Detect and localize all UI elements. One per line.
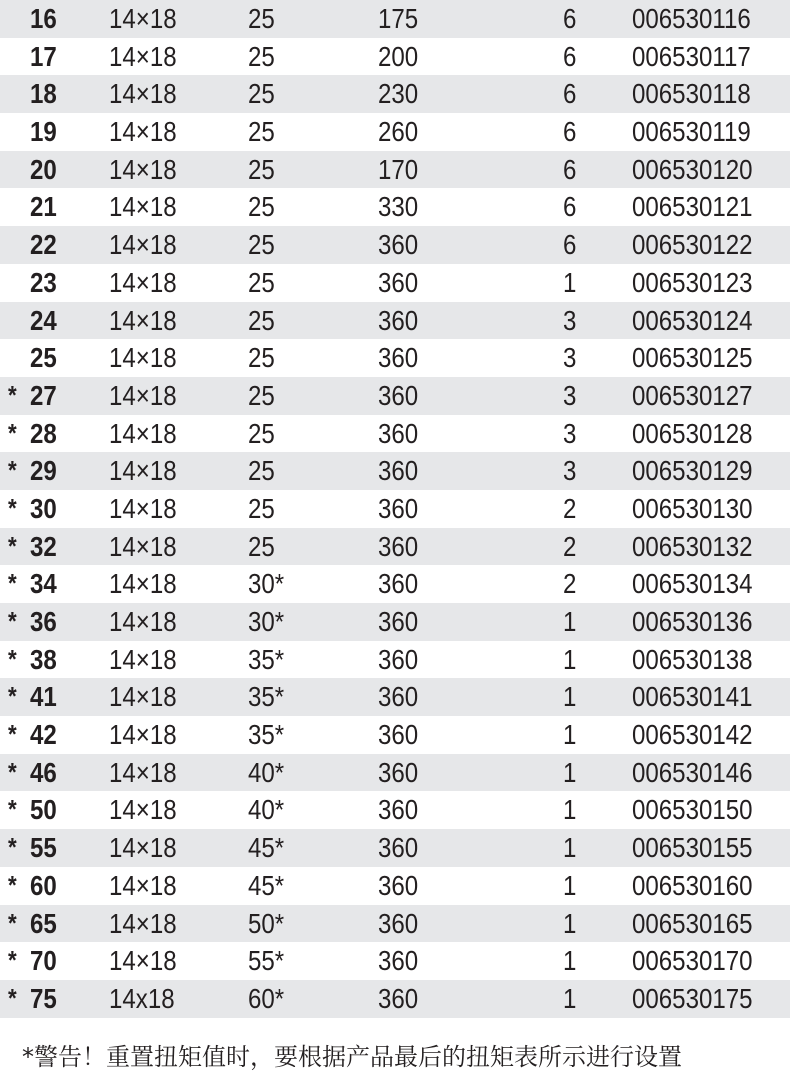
length-cell: 360 bbox=[378, 266, 419, 298]
article-code-cell: 006530117 bbox=[632, 40, 751, 72]
size-cell: 19 bbox=[30, 116, 57, 148]
torque-warning-note: *警告！重置扭矩值时，要根据产品最后的扭矩表所示进行设置 bbox=[22, 1043, 682, 1071]
torque-cell: 25 bbox=[248, 191, 275, 223]
torque-cell: 25 bbox=[248, 116, 275, 148]
torque-cell: 55* bbox=[248, 945, 285, 977]
torque-cell: 25 bbox=[248, 3, 275, 34]
torque-cell: 25 bbox=[248, 40, 275, 72]
table-row bbox=[0, 603, 790, 641]
article-code-cell: 006530160 bbox=[632, 869, 753, 901]
row-marker-asterisk: * bbox=[8, 907, 17, 938]
quantity-cell: 2 bbox=[563, 530, 577, 562]
drive-cell: 14×18 bbox=[109, 304, 177, 336]
row-marker-asterisk: * bbox=[8, 719, 17, 750]
quantity-cell: 1 bbox=[563, 832, 577, 864]
table-row bbox=[0, 490, 790, 528]
quantity-cell: 6 bbox=[563, 78, 577, 110]
length-cell: 360 bbox=[378, 681, 419, 713]
table-row bbox=[0, 188, 790, 226]
length-cell: 230 bbox=[378, 78, 419, 110]
row-marker-asterisk: * bbox=[8, 379, 17, 410]
row-marker-asterisk bbox=[8, 113, 25, 151]
length-cell: 360 bbox=[378, 982, 419, 1014]
length-cell: 360 bbox=[378, 304, 419, 336]
table-row bbox=[0, 0, 790, 38]
row-marker-asterisk: * bbox=[8, 756, 17, 787]
table-row bbox=[0, 980, 790, 1018]
table-row bbox=[0, 942, 790, 980]
drive-cell: 14×18 bbox=[109, 643, 177, 675]
torque-cell: 25 bbox=[248, 266, 275, 298]
size-cell: 28 bbox=[30, 417, 57, 449]
row-marker-asterisk: * bbox=[8, 794, 17, 825]
length-cell: 360 bbox=[378, 643, 419, 675]
torque-cell: 45* bbox=[248, 832, 285, 864]
torque-cell: 25 bbox=[248, 342, 275, 374]
row-marker-asterisk: * bbox=[8, 832, 17, 863]
row-marker-asterisk bbox=[8, 339, 25, 377]
drive-cell: 14×18 bbox=[109, 794, 177, 826]
torque-cell: 40* bbox=[248, 756, 285, 788]
table-row bbox=[0, 754, 790, 792]
length-cell: 360 bbox=[378, 379, 419, 411]
drive-cell: 14x18 bbox=[109, 982, 175, 1014]
table-row bbox=[0, 528, 790, 566]
row-marker-asterisk bbox=[8, 0, 25, 38]
drive-cell: 14×18 bbox=[109, 40, 177, 72]
length-cell: 360 bbox=[378, 229, 419, 261]
drive-cell: 14×18 bbox=[109, 78, 177, 110]
quantity-cell: 3 bbox=[563, 379, 577, 411]
size-cell: 27 bbox=[30, 379, 57, 411]
row-marker-asterisk: * bbox=[8, 869, 17, 900]
length-cell: 170 bbox=[378, 153, 419, 185]
quantity-cell: 1 bbox=[563, 719, 577, 751]
length-cell: 360 bbox=[378, 455, 419, 487]
quantity-cell: 1 bbox=[563, 606, 577, 637]
size-cell: 18 bbox=[30, 78, 57, 110]
row-marker-asterisk: * bbox=[8, 417, 17, 448]
row-marker-asterisk bbox=[8, 75, 25, 113]
article-code-cell: 006530155 bbox=[632, 832, 753, 864]
article-code-cell: 006530138 bbox=[632, 643, 753, 675]
table-row bbox=[0, 113, 790, 151]
torque-cell: 45* bbox=[248, 869, 285, 901]
torque-cell: 25 bbox=[248, 455, 275, 487]
size-cell: 38 bbox=[30, 643, 57, 675]
article-code-cell: 006530127 bbox=[632, 379, 753, 411]
article-code-cell: 006530120 bbox=[632, 153, 753, 185]
table-row bbox=[0, 415, 790, 453]
length-cell: 360 bbox=[378, 492, 419, 524]
table-row bbox=[0, 678, 790, 716]
row-marker-asterisk: * bbox=[8, 455, 17, 486]
quantity-cell: 1 bbox=[563, 982, 577, 1014]
length-cell: 200 bbox=[378, 40, 419, 72]
torque-cell: 25 bbox=[248, 492, 275, 524]
row-marker-asterisk bbox=[8, 151, 25, 189]
length-cell: 175 bbox=[378, 3, 419, 34]
table-row bbox=[0, 716, 790, 754]
drive-cell: 14×18 bbox=[109, 606, 177, 637]
quantity-cell: 1 bbox=[563, 756, 577, 788]
table-row bbox=[0, 829, 790, 867]
row-marker-asterisk: * bbox=[8, 945, 17, 976]
row-marker-asterisk: * bbox=[8, 530, 17, 561]
torque-cell: 30* bbox=[248, 606, 285, 637]
torque-cell: 25 bbox=[248, 530, 275, 562]
table-row bbox=[0, 452, 790, 490]
article-code-cell: 006530134 bbox=[632, 568, 753, 600]
size-cell: 42 bbox=[30, 719, 57, 751]
size-cell: 30 bbox=[30, 492, 57, 524]
row-marker-asterisk bbox=[8, 188, 25, 226]
table-row bbox=[0, 38, 790, 76]
table-row bbox=[0, 264, 790, 302]
drive-cell: 14×18 bbox=[109, 342, 177, 374]
article-code-cell: 006530146 bbox=[632, 756, 753, 788]
quantity-cell: 6 bbox=[563, 116, 577, 148]
torque-cell: 35* bbox=[248, 643, 285, 675]
torque-cell: 35* bbox=[248, 719, 285, 751]
quantity-cell: 1 bbox=[563, 681, 577, 713]
size-cell: 25 bbox=[30, 342, 57, 374]
length-cell: 360 bbox=[378, 945, 419, 977]
size-cell: 17 bbox=[30, 40, 57, 72]
drive-cell: 14×18 bbox=[109, 229, 177, 261]
size-cell: 36 bbox=[30, 606, 57, 637]
quantity-cell: 1 bbox=[563, 266, 577, 298]
size-cell: 41 bbox=[30, 681, 57, 713]
drive-cell: 14×18 bbox=[109, 568, 177, 600]
article-code-cell: 006530128 bbox=[632, 417, 753, 449]
table-row bbox=[0, 641, 790, 679]
drive-cell: 14×18 bbox=[109, 153, 177, 185]
length-cell: 360 bbox=[378, 530, 419, 562]
size-cell: 55 bbox=[30, 832, 57, 864]
table-row bbox=[0, 339, 790, 377]
article-code-cell: 006530141 bbox=[632, 681, 753, 713]
length-cell: 330 bbox=[378, 191, 419, 223]
size-cell: 21 bbox=[30, 191, 57, 223]
row-marker-asterisk: * bbox=[8, 643, 17, 674]
article-code-cell: 006530125 bbox=[632, 342, 753, 374]
quantity-cell: 2 bbox=[563, 568, 577, 600]
quantity-cell: 6 bbox=[563, 3, 577, 34]
table-row bbox=[0, 302, 790, 340]
row-marker-asterisk bbox=[8, 226, 25, 264]
drive-cell: 14×18 bbox=[109, 379, 177, 411]
torque-cell: 50* bbox=[248, 907, 285, 939]
article-code-cell: 006530130 bbox=[632, 492, 753, 524]
length-cell: 360 bbox=[378, 568, 419, 600]
drive-cell: 14×18 bbox=[109, 492, 177, 524]
drive-cell: 14×18 bbox=[109, 719, 177, 751]
table-row bbox=[0, 377, 790, 415]
length-cell: 360 bbox=[378, 719, 419, 751]
drive-cell: 14×18 bbox=[109, 116, 177, 148]
size-cell: 70 bbox=[30, 945, 57, 977]
article-code-cell: 006530132 bbox=[632, 530, 753, 562]
row-marker-asterisk bbox=[8, 264, 25, 302]
length-cell: 260 bbox=[378, 116, 419, 148]
article-code-cell: 006530122 bbox=[632, 229, 753, 261]
table-row bbox=[0, 565, 790, 603]
quantity-cell: 3 bbox=[563, 342, 577, 374]
quantity-cell: 2 bbox=[563, 492, 577, 524]
table-row bbox=[0, 791, 790, 829]
size-cell: 60 bbox=[30, 869, 57, 901]
row-marker-asterisk: * bbox=[8, 568, 17, 599]
quantity-cell: 1 bbox=[563, 945, 577, 977]
article-code-cell: 006530129 bbox=[632, 455, 753, 487]
article-code-cell: 006530116 bbox=[632, 3, 751, 34]
torque-cell: 25 bbox=[248, 379, 275, 411]
drive-cell: 14×18 bbox=[109, 945, 177, 977]
size-cell: 34 bbox=[30, 568, 57, 600]
table-row bbox=[0, 867, 790, 905]
article-code-cell: 006530165 bbox=[632, 907, 753, 939]
article-code-cell: 006530124 bbox=[632, 304, 753, 336]
quantity-cell: 1 bbox=[563, 794, 577, 826]
article-code-cell: 006530175 bbox=[632, 982, 753, 1014]
size-cell: 20 bbox=[30, 153, 57, 185]
size-cell: 22 bbox=[30, 229, 57, 261]
length-cell: 360 bbox=[378, 907, 419, 939]
size-cell: 32 bbox=[30, 530, 57, 562]
length-cell: 360 bbox=[378, 417, 419, 449]
row-marker-asterisk bbox=[8, 38, 25, 76]
size-cell: 23 bbox=[30, 266, 57, 298]
torque-cell: 40* bbox=[248, 794, 285, 826]
quantity-cell: 6 bbox=[563, 40, 577, 72]
row-marker-asterisk: * bbox=[8, 681, 17, 712]
drive-cell: 14×18 bbox=[109, 756, 177, 788]
size-cell: 29 bbox=[30, 455, 57, 487]
row-marker-asterisk: * bbox=[8, 492, 17, 523]
torque-cell: 25 bbox=[248, 229, 275, 261]
drive-cell: 14×18 bbox=[109, 455, 177, 487]
quantity-cell: 6 bbox=[563, 191, 577, 223]
drive-cell: 14×18 bbox=[109, 266, 177, 298]
quantity-cell: 1 bbox=[563, 869, 577, 901]
table-row bbox=[0, 151, 790, 189]
row-marker-asterisk: * bbox=[8, 606, 17, 636]
size-cell: 24 bbox=[30, 304, 57, 336]
article-code-cell: 006530123 bbox=[632, 266, 753, 298]
table-row bbox=[0, 75, 790, 113]
quantity-cell: 6 bbox=[563, 229, 577, 261]
length-cell: 360 bbox=[378, 869, 419, 901]
length-cell: 360 bbox=[378, 794, 419, 826]
row-marker-asterisk: * bbox=[8, 982, 17, 1013]
drive-cell: 14×18 bbox=[109, 530, 177, 562]
size-cell: 50 bbox=[30, 794, 57, 826]
article-code-cell: 006530142 bbox=[632, 719, 753, 751]
torque-cell: 25 bbox=[248, 78, 275, 110]
size-cell: 46 bbox=[30, 756, 57, 788]
quantity-cell: 3 bbox=[563, 304, 577, 336]
size-cell: 75 bbox=[30, 982, 57, 1014]
drive-cell: 14×18 bbox=[109, 417, 177, 449]
table-row bbox=[0, 905, 790, 943]
quantity-cell: 1 bbox=[563, 643, 577, 675]
length-cell: 360 bbox=[378, 342, 419, 374]
quantity-cell: 1 bbox=[563, 907, 577, 939]
drive-cell: 14×18 bbox=[109, 869, 177, 901]
length-cell: 360 bbox=[378, 606, 419, 637]
size-cell: 16 bbox=[30, 3, 57, 34]
quantity-cell: 3 bbox=[563, 417, 577, 449]
torque-cell: 25 bbox=[248, 417, 275, 449]
article-code-cell: 006530136 bbox=[632, 606, 753, 637]
article-code-cell: 006530121 bbox=[632, 191, 753, 223]
drive-cell: 14×18 bbox=[109, 907, 177, 939]
torque-cell: 25 bbox=[248, 304, 275, 336]
row-marker-asterisk bbox=[8, 302, 25, 340]
article-code-cell: 006530150 bbox=[632, 794, 753, 826]
drive-cell: 14×18 bbox=[109, 832, 177, 864]
drive-cell: 14×18 bbox=[109, 3, 177, 34]
quantity-cell: 6 bbox=[563, 153, 577, 185]
table-row bbox=[0, 226, 790, 264]
drive-cell: 14×18 bbox=[109, 681, 177, 713]
quantity-cell: 3 bbox=[563, 455, 577, 487]
torque-cell: 25 bbox=[248, 153, 275, 185]
article-code-cell: 006530119 bbox=[632, 116, 751, 148]
torque-cell: 30* bbox=[248, 568, 285, 600]
article-code-cell: 006530170 bbox=[632, 945, 753, 977]
article-code-cell: 006530118 bbox=[632, 78, 751, 110]
torque-cell: 35* bbox=[248, 681, 285, 713]
size-cell: 65 bbox=[30, 907, 57, 939]
length-cell: 360 bbox=[378, 832, 419, 864]
length-cell: 360 bbox=[378, 756, 419, 788]
drive-cell: 14×18 bbox=[109, 191, 177, 223]
torque-cell: 60* bbox=[248, 982, 285, 1014]
